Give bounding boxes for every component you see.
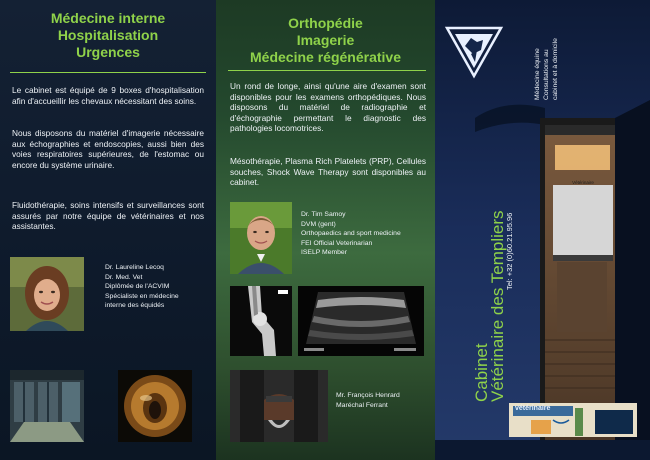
endoscopy-photo <box>118 370 192 442</box>
panel-internal-medicine <box>0 0 216 460</box>
farrier-photo <box>230 370 328 442</box>
clinic-title-line1: Cabinet <box>472 343 491 402</box>
phone-number: Tel: +32 (0)60.21.95.96 <box>505 212 514 290</box>
heading-divider <box>228 70 426 71</box>
ultrasound-image <box>298 286 424 356</box>
clinic-title-line2: Vétérinaire des Templiers <box>488 210 507 402</box>
stable-corridor-photo <box>10 370 84 442</box>
building-sign: Vétérinaire <box>572 180 594 185</box>
orthopedics-heading: Orthopédie Imagerie Médecine régénérative <box>250 15 401 65</box>
radiograph-image <box>230 286 292 356</box>
vet-portrait-samoy <box>230 202 292 274</box>
vet-caption-samoy: Dr. Tim Samoy DVM (gent) Orthopaedics and sport medicine FEI Official Veterinarian ISELP Member <box>301 211 401 256</box>
sign-board: vétérinaire <box>515 405 551 412</box>
internal-medicine-heading: Médecine interne Hospitalisation Urgences <box>50 10 166 60</box>
heading-divider <box>10 72 206 73</box>
vet-portrait-lecoq <box>10 257 84 331</box>
clinic-logo <box>443 20 505 82</box>
farrier-caption: Mr. François Henrard Maréchal Ferrant <box>336 392 400 409</box>
regenerative-therapy-paragraph: Mésothérapie, Plasma Rich Platelets (PRP), Cellules souches, Shock Wave Therapy sont disponibles au cabinet. <box>230 156 426 187</box>
intensive-care-paragraph: Fluidothérapie, soins intensifs et surveillances sont assurés par notre équipe de vétérinaires et nos assistantes. <box>12 200 204 231</box>
vet-caption-lecoq: Dr. Laureline Lecoq Dr. Med. Vet Diplômée de l'ACVIM Spécialiste en médecine interne des équidés <box>105 264 179 309</box>
panel-orthopedics <box>216 0 435 460</box>
hospitalisation-paragraph: Le cabinet est équipé de 9 boxes d'hospitalisation afin d'accueillir les chevaux nécessitant des soins. <box>12 85 204 106</box>
panel-cover: Vétérinaire vétérinaire Cabinet Vétérinaire des Templiers Tel: +32 (0)60.21.95.96 Médecine équine Consultations au cabinet et à domicile <box>435 0 650 460</box>
orthopedic-exam-paragraph: Un rond de longe, ainsi qu'une aire d'examen sont disponibles pour les examens orthopédiques. Nous disposons du matériel de radiographie et d'échographie permettant le diagnostic des pathologies locomotrices. <box>230 81 426 133</box>
imaging-paragraph: Nous disposons du matériel d'imagerie nécessaire aux échographies et endoscopies, aussi bien des voies respiratoires supérieures, de l'estomac ou encore du système urinaire. <box>12 128 204 170</box>
